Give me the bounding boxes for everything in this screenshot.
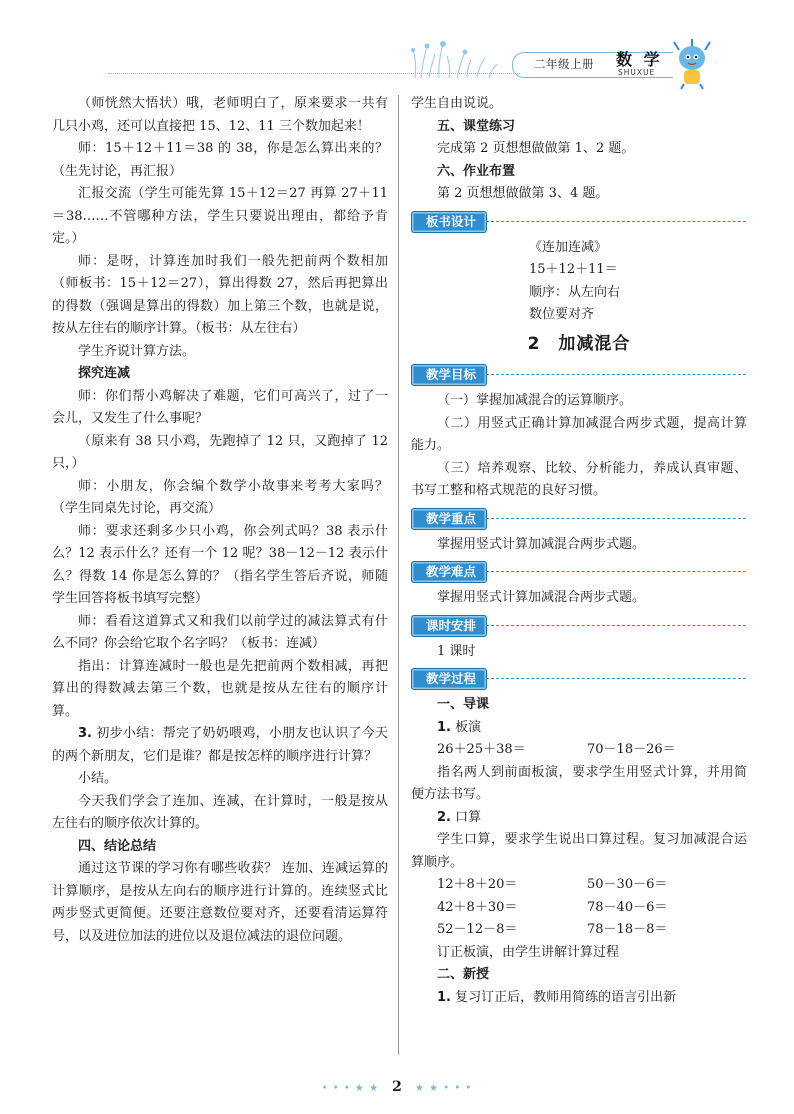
equation: 78－40－6＝ (587, 899, 668, 915)
paragraph: 掌握用竖式计算加减混合两步式题。 (437, 590, 646, 605)
item-number: 1. (437, 989, 451, 1005)
chapter-title: 2 加减混合 (527, 333, 631, 354)
item-number: 2. (437, 809, 451, 825)
equation: 70－18－26＝ (587, 742, 676, 757)
paragraph: 订正板演，由学生讲解计算过程 (437, 944, 620, 960)
equation: 78－18－8＝ (587, 922, 668, 937)
board-line: 顺序：从左向右 (529, 284, 621, 300)
tag-row (411, 206, 747, 237)
tag-difficulties: 教学难点 (411, 561, 487, 583)
grass-decoration-icon (405, 38, 505, 78)
paragraph: 师：看看这道算式又和我们以前学过的减法算式有什么不同？你会给它取个名字吗？（板书：连减） (52, 613, 388, 651)
tag-row (411, 610, 747, 641)
paragraph-text: 板演 (450, 719, 482, 735)
equation-row (411, 897, 747, 920)
left-column (52, 93, 388, 948)
equation-row (411, 739, 747, 762)
item-number: 1. (437, 719, 451, 735)
paragraph: 学生自由说说。 (411, 96, 503, 111)
tag-process: 教学过程 (411, 668, 487, 690)
grade-label: 二年级上册 (534, 57, 594, 71)
paragraph: 小结。 (78, 771, 118, 786)
equation: 26＋25＋38＝ (437, 742, 526, 757)
column-divider (398, 95, 399, 1055)
paragraph: 师：是呀，计算连加时我们一般先把前两个数相加（师板书：15＋12＝27），算出得数 27，然后再把算出的得数（强调是算出的得数）加上第三个数，也就是说，按从左往右的顺序计算。（板书：从左往右） (52, 253, 388, 336)
right-column (411, 93, 747, 1009)
paragraph (52, 723, 388, 768)
paragraph: 师：小朋友，你会编个数学小故事来考考大家吗？（学生同桌先讨论，再交流） (52, 478, 388, 516)
footer-stars-left: • • • ★ ★ (321, 1083, 380, 1094)
paragraph: （三）培养观察、比较、分析能力，养成认真审题、书写工整和格式规范的良好习惯。 (411, 460, 747, 498)
tag-teaching-goals: 教学目标 (411, 364, 487, 386)
section-heading: 一、导课 (437, 697, 490, 712)
tag-schedule: 课时安排 (411, 615, 487, 637)
board-line: 《连加连减》 (529, 239, 608, 255)
equation: 12＋8＋20＝ (437, 877, 518, 892)
section-heading: 六、作业布置 (437, 163, 516, 179)
equation: 50－30－6＝ (587, 877, 668, 892)
footer-stars-right: ★ ★ • • • (414, 1083, 473, 1094)
paragraph: 掌握用竖式计算加减混合两步式题。 (437, 536, 646, 552)
paragraph: 通过这节课的学习你有哪些收获？ 连加、连减运算的计算顺序，是按从左向右的顺序进行计算的。连续竖式比两步竖式更简便。还要注意数位要对齐，还要看清运算符号，以及进位加法的进位以及退位减法的退位问题。 (52, 861, 388, 944)
paragraph-text: 口算 (450, 809, 482, 825)
item-number: 3. (78, 726, 92, 741)
tag-key-points: 教学重点 (411, 508, 487, 530)
paragraph: 汇报交流（学生可能先算 15＋12＝27 再算 27＋11＝38……不管哪种方法，学生只要说出理由，都给予肯定。） (52, 186, 388, 246)
mascot-icon (668, 38, 716, 90)
equation-row (411, 874, 747, 897)
paragraph: 今天我们学会了连加、连减，在计算时，一般是按从左往右的顺序依次计算的。 (52, 793, 388, 831)
tag-row (411, 663, 747, 694)
paragraph: （师恍然大悟状）哦，老师明白了，原来要求一共有几只小鸡，还可以直接把 15、12、11 三个数加起来！ (52, 96, 388, 134)
tag-board-design: 板书设计 (411, 211, 487, 233)
tag-row (411, 359, 747, 390)
paragraph: 指名两人到前面板演，要求学生用竖式计算，并用简便方法书写。 (411, 764, 747, 802)
paragraph: （二）用竖式正确计算加减混合两步式题，提高计算能力。 (411, 415, 747, 453)
paragraph: （原来有 38 只小鸡，先跑掉了 12 只，又跑掉了 12 只，） (52, 433, 388, 471)
paragraph-text: 复习订正后，教师用简练的语言引出新 (450, 989, 677, 1005)
paragraph (411, 717, 747, 740)
paragraph: 第 2 页想想做做第 3、4 题。 (437, 186, 609, 201)
paragraph: 师：你们帮小鸡解决了难题，它们可高兴了，过了一会儿，又发生了什么事呢？ (52, 388, 388, 426)
page-footer (0, 1076, 794, 1095)
section-heading: 五、课堂练习 (437, 118, 516, 134)
tag-row (411, 503, 747, 534)
paragraph: 指出：计算连减时一般也是先把前两个数相减，再把算出的得数减去第三个数，也就是按从左往右的顺序计算。 (52, 658, 388, 719)
section-heading: 二、新授 (437, 967, 490, 982)
subheading: 探究连减 (78, 366, 131, 381)
paragraph: 完成第 2 页想想做做第 1、2 题。 (437, 141, 635, 156)
paragraph-text: 初步小结：帮完了奶奶喂鸡，小朋友也认识了今天的两个新朋友，它们是谁？都是按怎样的顺序进行计算？ (52, 726, 388, 764)
page-number: 2 (392, 1079, 402, 1095)
paragraph: 学生齐说计算方法。 (78, 343, 196, 359)
paragraph: 师：15＋12＋11＝38 的 38，你是怎么算出来的？（生先讨论，再汇报） (52, 141, 388, 179)
equation: 52－12－8＝ (437, 922, 518, 937)
tag-row (411, 556, 747, 587)
subject-title: 数 学 (616, 50, 663, 69)
paragraph: 1 课时 (437, 643, 476, 659)
paragraph: （一）掌握加减混合的运算顺序。 (437, 393, 633, 408)
paragraph: 师：要求还剩多少只小鸡，你会列式吗？38 表示什么？12 表示什么？还有一个 12 呢？38－12－12 表示什么？得数 14 你是怎么算的？（指名学生答后齐说，师随学生回答将板书填写完整） (52, 523, 388, 606)
board-line: 15＋12＋11＝ (529, 262, 618, 277)
paragraph (411, 987, 747, 1010)
section-heading: 四、结论总结 (78, 838, 157, 854)
equation-row (411, 919, 747, 942)
paragraph: 学生口算，要求学生说出口算过程。复习加减混合运算顺序。 (411, 832, 747, 870)
board-line: 数位要对齐 (529, 307, 595, 322)
paragraph (411, 807, 747, 830)
subject-pinyin: SHUXUE (618, 68, 656, 77)
equation: 42＋8＋30＝ (437, 899, 518, 915)
